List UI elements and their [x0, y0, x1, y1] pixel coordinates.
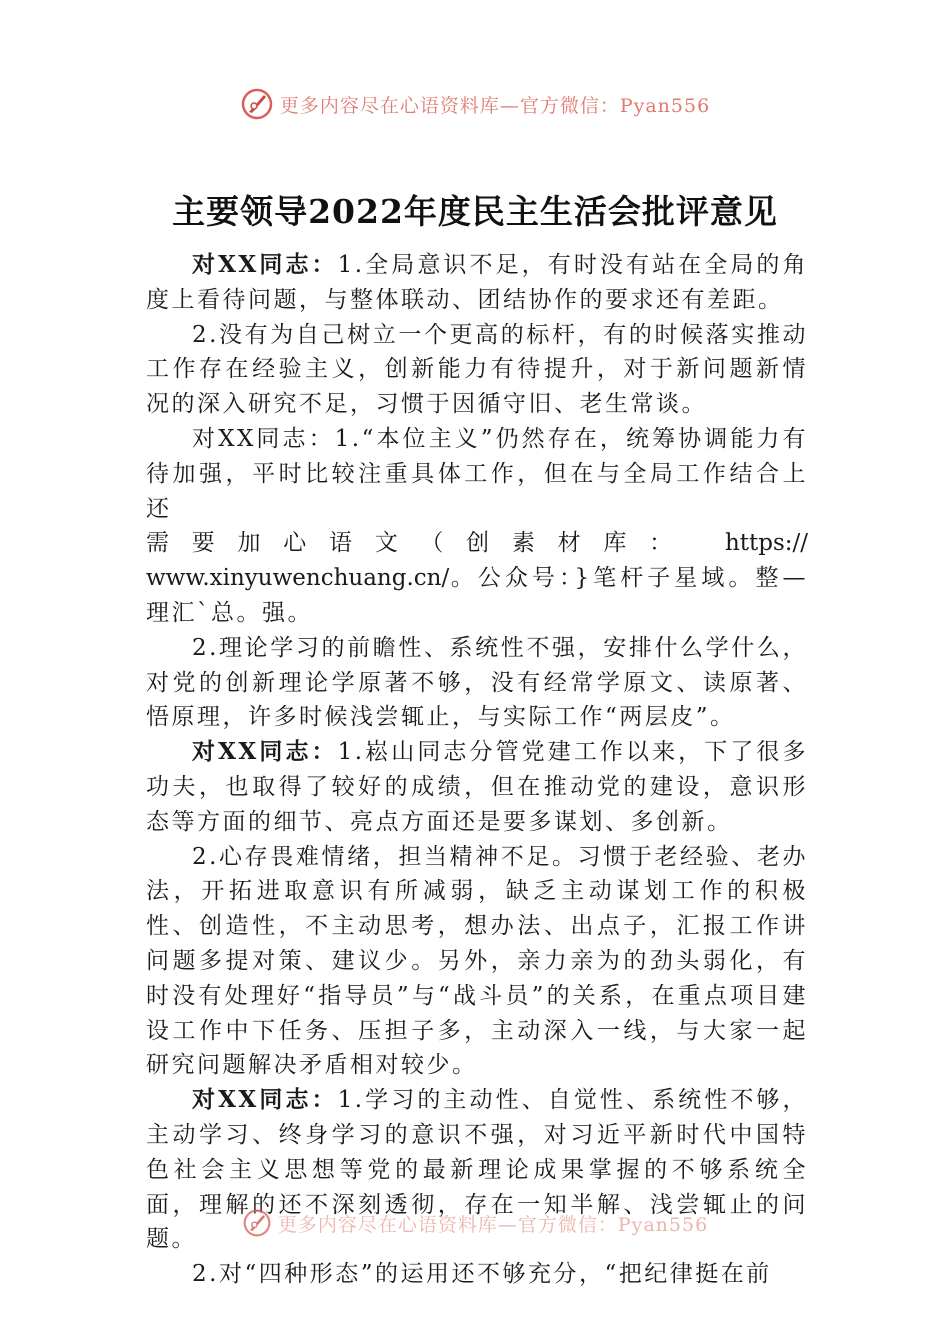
- paragraph-lead: 对XX同志：: [192, 251, 338, 278]
- paragraph-text: 1.学习的主动性、自觉性、系统性不够，主动学习、终身学习的意识不强，对习近平新时代中国特色社会主义思想等党的最新理论成果掌握的不够系统全面，理解的还不深刻透彻，存在一知半解、浅尝辄止的问题。: [146, 1087, 808, 1253]
- inserted-line: [146, 561, 808, 631]
- paragraph: [146, 318, 808, 422]
- paragraph-text: 2.心存畏难情绪，担当精神不足。习惯于老经验、老办法，开拓进取意识有所减弱，缺乏主动谋划工作的积极性、创造性，不主动思考，想办法、出点子，汇报工作讲问题多提对策、建议少。另外，亲力亲为的劲头弱化，有时没有处理好“指导员”与“战斗员”的关系，在重点项目建设工作中下任务、压担子多，主动深入一线，与大家一起研究问题解决矛盾相对较少。: [146, 843, 808, 1079]
- paragraph-text: 2.对“四种形态”的运用还不够充分，“把纪律挺在前: [192, 1261, 772, 1288]
- paragraph-text: 2.没有为自己树立一个更高的标杆，有的时候落实推动工作存在经验主义，创新能力有待提升，对于新问题新情况的深入研究不足，习惯于因循守旧、老生常谈。: [146, 321, 808, 418]
- inserted-text: 需要加心语文（创素材库：: [146, 530, 695, 557]
- paragraph-text: 2.理论学习的前瞻性、系统性不强，安排什么学什么，对党的创新理论学原著不够，没有经常学原文、读原著、悟原理，许多时候浅尝辄止，与实际工作“两层皮”。: [146, 634, 808, 731]
- inserted-tail: 。公众号：}笔杆子星域。整—理汇`总。强。: [146, 565, 808, 626]
- paragraph-text: 1.崧山同志分管党建工作以来，下了很多功夫，也取得了较好的成绩，但在推动党的建设，意识形态等方面的细节、亮点方面还是要多谋划、多创新。: [146, 739, 808, 835]
- spread-line: [146, 526, 808, 561]
- paragraph: [146, 422, 808, 526]
- paragraph: [146, 735, 808, 839]
- paragraph-text: 1.“本位主义”仍然存在，统筹协调能力有待加强，平时比较注重具体工作，但在与全局工作结合上还: [146, 425, 808, 522]
- paragraph: [146, 840, 808, 1084]
- quill-seal-icon: [240, 87, 274, 121]
- page-title: 主要领导2022年度民主生活会批评意见: [172, 192, 778, 231]
- paragraph-lead: 对XX同志：: [192, 425, 335, 452]
- watermark-header: [0, 84, 950, 124]
- watermark-text: 更多内容尽在心语资料库—官方微信：Pyan556: [277, 1213, 709, 1236]
- url-text: https://: [724, 530, 809, 557]
- paragraph: [146, 1257, 808, 1292]
- paragraph: [146, 631, 808, 735]
- quill-seal-icon: [242, 1208, 272, 1238]
- url-text: www.xinyuwenchuang.cn/: [146, 565, 450, 592]
- watermark-text: 更多内容尽在心语资料库—官方微信：Pyan556: [279, 94, 711, 117]
- paragraph-lead: 对XX同志：: [192, 738, 338, 766]
- document-body: [146, 248, 808, 1292]
- paragraph-text: 1.全局意识不足，有时没有站在全局的角度上看待问题，与整体联动、团结协作的要求还有差距。: [146, 252, 808, 313]
- paragraph-lead: 对XX同志：: [192, 1086, 338, 1114]
- paragraph: [146, 248, 808, 318]
- watermark-footer: [0, 1208, 950, 1238]
